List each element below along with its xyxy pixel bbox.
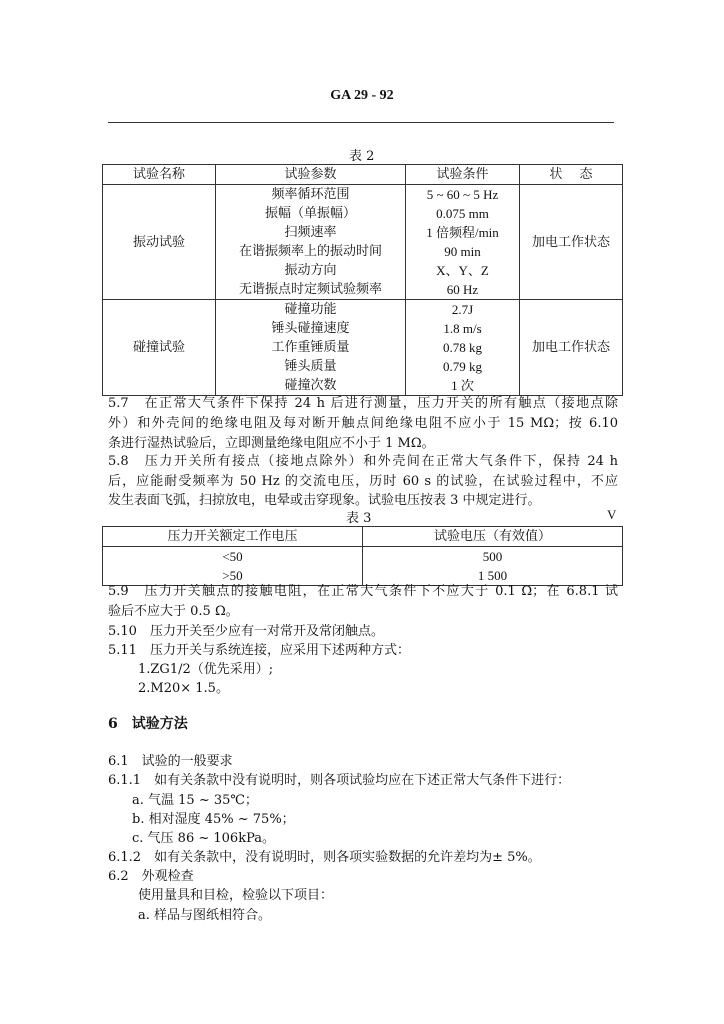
para-5-7-line: 外）和外壳间的绝缘电阻及每对断开触点间绝缘电阻不应小于 15 MΩ；按 6.10 — [108, 416, 618, 431]
param-item: 锤头碰撞速度 — [271, 321, 350, 336]
table3 — [102, 526, 623, 586]
para-5-8-line: 发生表面飞弧，扫掠放电，电晕或击穿现象。试验电压按表 3 中规定进行。 — [108, 493, 541, 508]
para-6-1-1: 6.1.1 如有关条款中没有说明时，则各项试验均应在下述正常大气条件下进行： — [108, 773, 571, 788]
param-item: 扫频速率 — [284, 225, 337, 240]
para-6-1-2: 6.1.2 如有关条款中，没有说明时，则各项实验数据的允许差均为± 5%。 — [108, 850, 541, 865]
test-voltage-cell — [363, 547, 623, 586]
condition-item: 90 min — [444, 244, 481, 259]
para-5-7-line: 条进行湿热试验后，立即测量绝缘电阻应不小于 1 MΩ。 — [108, 436, 435, 451]
condition-item: 0.79 kg — [443, 359, 482, 374]
condition-item: 0.78 kg — [443, 340, 482, 355]
test-name-collision: 碰撞试验 — [103, 300, 216, 396]
para-5-8-line: 后，应能耐受频率为 50 Hz 的交流电压，历时 60 s 的试验，在试验过程中，不应 — [108, 474, 618, 489]
para-5-7-line: 5.7 在正常大气条件下保持 24 h 后进行测量，压力开关的所有触点（接地点除 — [108, 396, 618, 411]
collision-conditions-cell — [406, 300, 520, 396]
collision-params-cell — [216, 300, 406, 396]
condition-item: 0.075 mm — [436, 206, 489, 221]
table2-caption: 表 2 — [349, 149, 375, 164]
table3-header-rated-voltage: 压力开关额定工作电压 — [103, 527, 363, 547]
condition-list-item: a. 气温 15 ~ 35℃； — [132, 793, 258, 808]
connection-option: 1.ZG1/2（优先采用）; — [138, 662, 274, 677]
para-5-9-line: 5.9 压力开关触点的接触电阻，在正常大气条件下不应大于 0.1 Ω；在 6.8.1 试 — [108, 584, 618, 599]
collision-state: 加电工作状态 — [520, 300, 623, 396]
table3-unit: V — [607, 507, 617, 522]
condition-item: 1.8 m/s — [443, 321, 482, 336]
table-row — [103, 185, 623, 300]
param-item: 锤头质量 — [284, 359, 337, 374]
connection-option: 2.M20× 1.5。 — [138, 681, 229, 696]
condition-item: 5 ~ 60 ~ 5 Hz — [426, 187, 499, 202]
para-6-2-item-a: a. 样品与图纸相符合。 — [138, 908, 272, 923]
vibration-conditions-cell — [406, 185, 520, 300]
para-6-2: 6.2 外观检查 — [108, 869, 194, 884]
table2-header-name: 试验名称 — [103, 165, 216, 185]
param-item: 工作重锤质量 — [271, 340, 350, 355]
param-item: 在谐振频率上的振动时间 — [238, 244, 382, 259]
param-item: 振幅（单振幅） — [264, 206, 356, 221]
param-item: 频率循环范围 — [271, 187, 350, 202]
condition-item: 60 Hz — [446, 282, 479, 297]
para-5-11: 5.11 压力开关与系统连接，应采用下述两种方式： — [108, 643, 410, 658]
table2-header-params: 试验参数 — [216, 165, 406, 185]
table-row — [103, 547, 623, 586]
section-6-heading: 6 试验方法 — [108, 716, 188, 732]
para-5-10: 5.10 压力开关至少应有一对常开及常闭触点。 — [108, 624, 384, 639]
param-item: 碰撞功能 — [284, 302, 337, 317]
header-rule — [108, 122, 614, 123]
table2-header-conditions: 试验条件 — [406, 165, 520, 185]
rated-voltage-value: >50 — [222, 568, 243, 583]
condition-list-item: c. 气压 86 ~ 106kPa。 — [132, 831, 275, 846]
table2 — [102, 164, 623, 396]
condition-item: 1 次 — [451, 378, 474, 393]
table3-header-test-voltage: 试验电压（有效值） — [363, 527, 623, 547]
condition-item: 1 倍频程/min — [426, 225, 499, 240]
para-6-1: 6.1 试验的一般要求 — [108, 754, 233, 769]
condition-item: X、Y、Z — [436, 263, 489, 278]
condition-item: 2.7J — [451, 302, 474, 317]
rated-voltage-cell — [103, 547, 363, 586]
document-code-header: GA 29 - 92 — [330, 88, 394, 103]
rated-voltage-value: <50 — [222, 549, 243, 564]
test-voltage-value: 500 — [482, 549, 503, 564]
vibration-params-cell — [216, 185, 406, 300]
param-item: 碰撞次数 — [284, 378, 337, 393]
table3-caption: 表 3 — [346, 511, 372, 526]
table-row — [103, 300, 623, 396]
param-item: 振动方向 — [284, 263, 337, 278]
para-5-8-line: 5.8 压力开关所有接点（接地点除外）和外壳间在正常大气条件下，保持 24 h — [108, 454, 618, 469]
para-6-2-body: 使用量具和目检，检验以下项目： — [138, 888, 334, 903]
table2-header-state: 状 态 — [520, 165, 623, 185]
condition-list-item: b. 相对湿度 45% ~ 75%； — [132, 812, 295, 827]
test-name-vibration: 振动试验 — [103, 185, 216, 300]
vibration-state: 加电工作状态 — [520, 185, 623, 300]
para-5-9-line: 验后不应大于 0.5 Ω。 — [108, 604, 239, 619]
param-item: 无谐振点时定频试验频率 — [238, 282, 382, 297]
test-voltage-value: 1 500 — [477, 568, 508, 583]
